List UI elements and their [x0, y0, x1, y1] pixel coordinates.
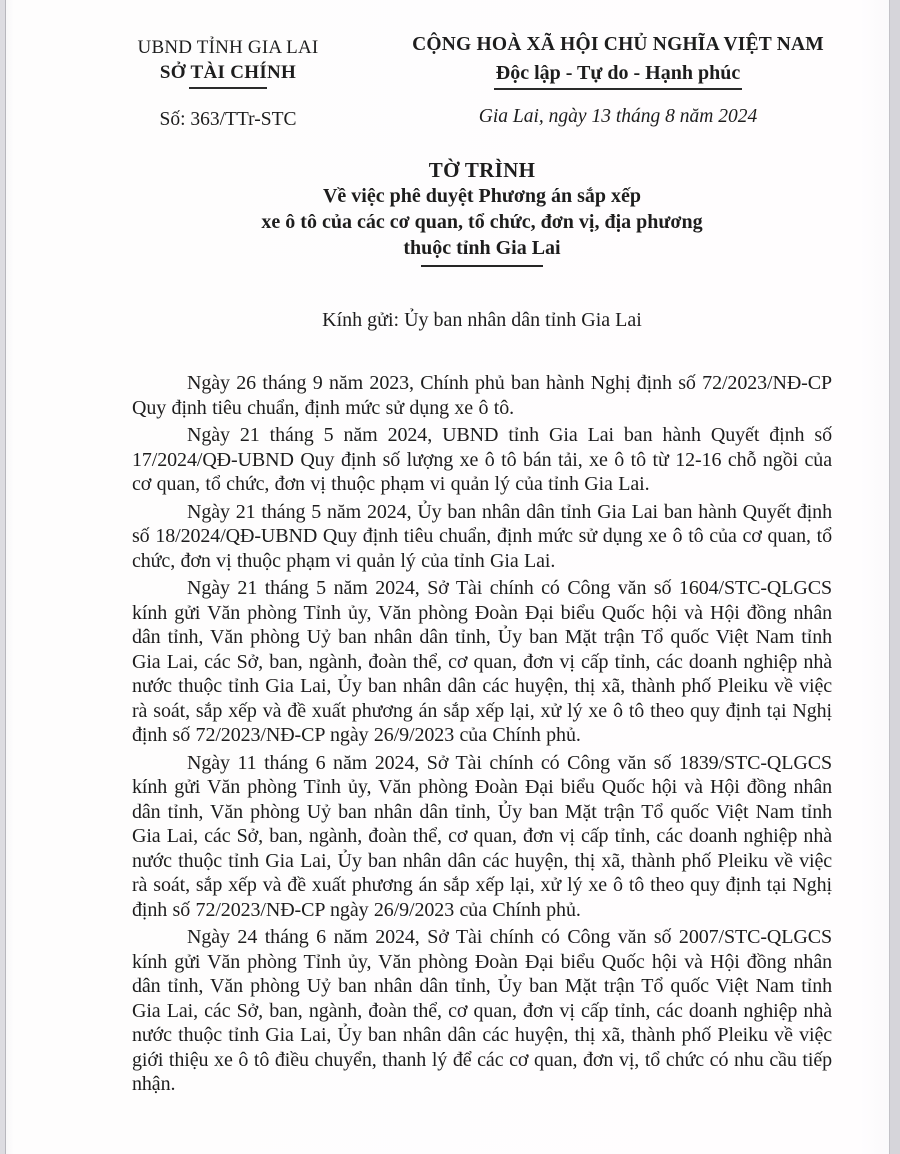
issuer-underline: [189, 87, 267, 89]
doc-type-heading: TỜ TRÌNH: [428, 158, 536, 182]
issuer-parent-org: UBND TỈNH GIA LAI: [137, 37, 319, 58]
national-motto: Độc lập - Tự do - Hạnh phúc: [494, 60, 742, 90]
place-date-line: Gia Lai, ngày 13 tháng 8 năm 2024: [478, 106, 758, 127]
document-body: [132, 371, 832, 1100]
title-underline: [421, 265, 543, 267]
title-block: [132, 157, 832, 267]
national-name: CỘNG HOÀ XÃ HỘI CHỦ NGHĨA VIỆT NAM: [412, 34, 824, 55]
salutation-line: Kính gửi: Ủy ban nhân dân tỉnh Gia Lai: [322, 309, 642, 331]
body-paragraph-2: Ngày 21 tháng 5 năm 2024, UBND tỉnh Gia Lai ban hành Quyết định số 17/2024/QĐ-UBND Quy định số lượng xe ô tô bán tải, xe ô tô từ 12-16 chỗ ngồi của cơ quan, tổ chức, đơn vị thuộc phạm vi quản lý của tỉnh Gia Lai.: [132, 424, 832, 495]
doc-subject-line-2: xe ô tô của các cơ quan, tổ chức, đơn vị, địa phương: [261, 211, 703, 233]
body-paragraph-6: Ngày 24 tháng 6 năm 2024, Sở Tài chính có Công văn số 2007/STC-QLGCS kính gửi Văn phòng Tỉnh ủy, Văn phòng Đoàn Đại biểu Quốc hội và Hội đồng nhân dân tỉnh, Văn phòng Uỷ ban nhân dân tỉnh, Ủy ban Mặt trận Tổ quốc Việt Nam tỉnh Gia Lai, các Sở, ban, ngành, đoàn thể, cơ quan, đơn vị cấp tỉnh, các doanh nghiệp nhà nước thuộc tỉnh Gia Lai, Ủy ban nhân dân các huyện, thị xã, thành phố Pleiku về việc giới thiệu xe ô tô điều chuyển, thanh lý để các cơ quan, đơn vị, tổ chức có nhu cầu tiếp nhận.: [132, 926, 832, 1095]
body-paragraph-4: Ngày 21 tháng 5 năm 2024, Sở Tài chính có Công văn số 1604/STC-QLGCS kính gửi Văn phòng Tỉnh ủy, Văn phòng Đoàn Đại biểu Quốc hội và Hội đồng nhân dân tỉnh, Văn phòng Uỷ ban nhân dân tỉnh, Ủy ban Mặt trận Tổ quốc Việt Nam tỉnh Gia Lai, các Sở, ban, ngành, đoàn thể, cơ quan, đơn vị cấp tỉnh, các doanh nghiệp nhà nước thuộc tỉnh Gia Lai, Ủy ban nhân dân các huyện, thị xã, thành phố Pleiku về việc rà soát, sắp xếp và đề xuất phương án sắp xếp lại, xử lý xe ô tô theo quy định tại Nghị định số 72/2023/NĐ-CP ngày 26/9/2023 của Chính phủ.: [132, 577, 832, 746]
body-paragraph-5: Ngày 11 tháng 6 năm 2024, Sở Tài chính có Công văn số 1839/STC-QLGCS kính gửi Văn phòng Tỉnh ủy, Văn phòng Đoàn Đại biểu Quốc hội và Hội đồng nhân dân tỉnh, Văn phòng Uỷ ban nhân dân tỉnh, Ủy ban Mặt trận Tổ quốc Việt Nam tỉnh Gia Lai, các Sở, ban, ngành, đoàn thể, cơ quan, đơn vị cấp tỉnh, các doanh nghiệp nhà nước thuộc tỉnh Gia Lai, Ủy ban nhân dân các huyện, thị xã, thành phố Pleiku về việc rà soát, sắp xếp và đề xuất phương án sắp xếp lại, xử lý xe ô tô theo quy định tại Nghị định số 72/2023/NĐ-CP ngày 26/9/2023 của Chính phủ.: [132, 751, 832, 921]
document-number: Số: 363/TTr-STC: [159, 109, 297, 130]
national-header-block: [398, 32, 838, 130]
doc-subject-line-3: thuộc tỉnh Gia Lai: [403, 237, 561, 259]
doc-subject-line-1: Về việc phê duyệt Phương án sắp xếp: [322, 185, 642, 207]
issuer-org-name: SỞ TÀI CHÍNH: [159, 62, 297, 83]
body-paragraph-1: Ngày 26 tháng 9 năm 2023, Chính phủ ban hành Nghị định số 72/2023/NĐ-CP Quy định tiêu chuẩn, định mức sử dụng xe ô tô.: [132, 372, 832, 419]
scan-edge-left: [0, 0, 6, 1154]
issuer-block: [118, 35, 338, 132]
scan-edge-right: [889, 0, 900, 1154]
body-paragraph-3: Ngày 21 tháng 5 năm 2024, Ủy ban nhân dân tỉnh Gia Lai ban hành Quyết định số 18/2024/QĐ-UBND Quy định tiêu chuẩn, định mức sử dụng xe ô tô của cơ quan, tổ chức, đơn vị thuộc phạm vi quản lý của tỉnh Gia Lai.: [132, 500, 832, 572]
